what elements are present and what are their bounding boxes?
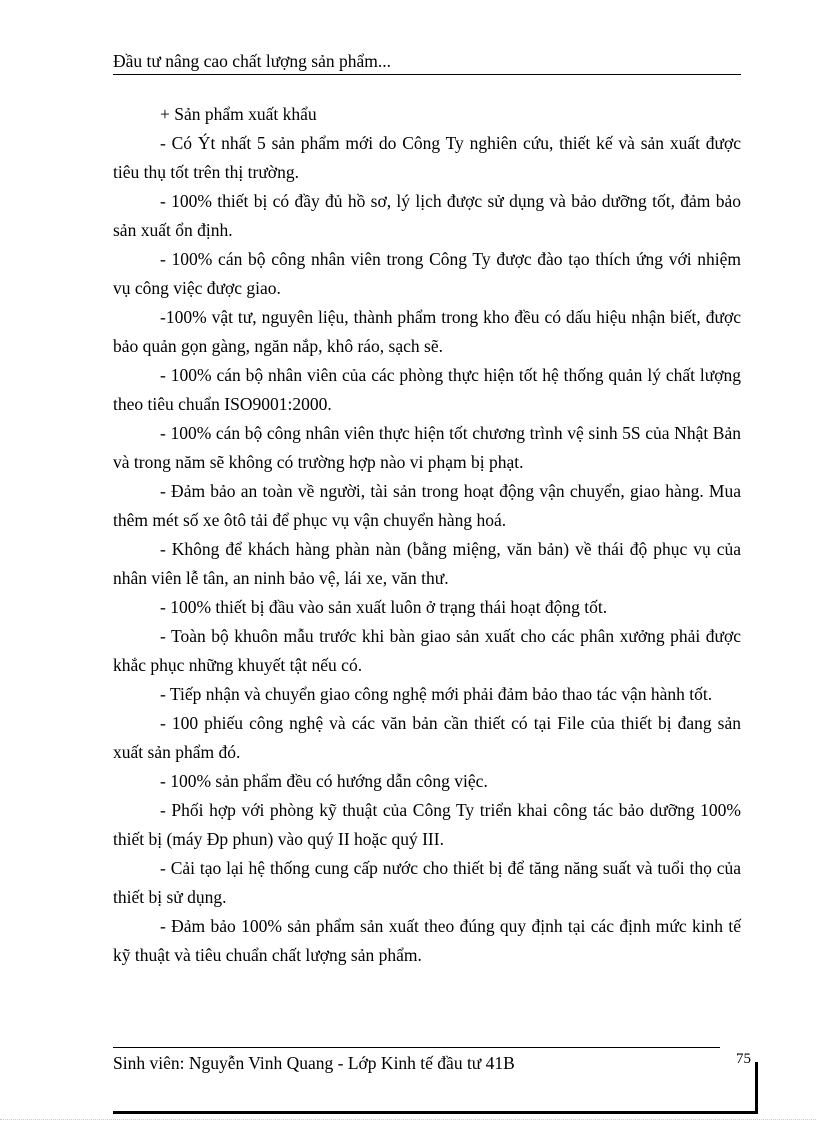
paragraph-13: - 100 phiếu công nghệ và các văn bản cần thiết có tại File của thiết bị đang sản xuất sản phẩm đó. — [113, 713, 741, 762]
paragraph-4: - 100% cán bộ công nhân viên trong Công Ty được đào tạo thích ứng với nhiệm vụ công việc được giao. — [113, 249, 741, 298]
paragraph-14: - 100% sản phẩm đều có hướng dẫn công việc. — [160, 771, 488, 791]
body-text — [113, 100, 741, 970]
page-border-shadow-right — [755, 1062, 758, 1112]
header-rule — [113, 74, 741, 75]
paragraph-15: - Phối hợp với phòng kỹ thuật của Công Ty triển khai công tác bảo dưỡng 100% thiết bị (máy Đp phun) vào quý II hoặc quý III. — [113, 800, 741, 849]
footer-rule — [113, 1047, 720, 1048]
paragraph-7: - 100% cán bộ công nhân viên thực hiện tốt chương trình vệ sinh 5S của Nhật Bản và trong năm sẽ không có trường hợp nào vi phạm bị phạt. — [113, 423, 741, 472]
paragraph-1: + Sản phẩm xuất khẩu — [160, 104, 317, 124]
paragraph-3: - 100% thiết bị có đầy đủ hồ sơ, lý lịch được sử dụng và bảo dưỡng tốt, đảm bảo sản xuất ổn định. — [113, 191, 741, 240]
paragraph-11: - Toàn bộ khuôn mẫu trước khi bàn giao sản xuất cho các phân xưởng phải được khắc phục những khuyết tật nếu có. — [113, 626, 741, 675]
paragraph-17: - Đảm bảo 100% sản phẩm sản xuất theo đúng quy định tại các định mức kinh tế kỹ thuật và tiêu chuẩn chất lượng sản phẩm. — [113, 916, 741, 965]
paragraph-10: - 100% thiết bị đầu vào sản xuất luôn ở trạng thái hoạt động tốt. — [160, 597, 608, 617]
paragraph-2: - Có Ýt nhất 5 sản phẩm mới do Công Ty nghiên cứu, thiết kế và sản xuất được tiêu thụ tốt trên thị trường. — [113, 133, 741, 182]
running-footer: Sinh viên: Nguyễn Vinh Quang - Lớp Kinh tế đầu tư 41B — [113, 1053, 515, 1073]
page-number: 75 — [736, 1051, 751, 1067]
page-edge-dotted-line — [0, 1119, 816, 1120]
paragraph-6: - 100% cán bộ nhân viên của các phòng thực hiện tốt hệ thống quản lý chất lượng theo tiêu chuẩn ISO9001:2000. — [113, 365, 741, 414]
paragraph-16: - Cải tạo lại hệ thống cung cấp nước cho thiết bị để tăng năng suất và tuổi thọ của thiết bị sử dụng. — [113, 858, 741, 907]
paragraph-12: - Tiếp nhận và chuyển giao công nghệ mới phải đảm bảo thao tác vận hành tốt. — [160, 684, 713, 704]
paragraph-5: -100% vật tư, nguyên liệu, thành phẩm trong kho đều có dấu hiệu nhận biết, được bảo quản gọn gàng, ngăn nắp, khô ráo, sạch sẽ. — [113, 307, 741, 356]
running-header: Đầu tư nâng cao chất lượng sản phẩm... — [113, 51, 392, 71]
paragraph-9: - Không để khách hàng phàn nàn (bằng miệng, văn bản) về thái độ phục vụ của nhân viên lễ tân, an ninh bảo vệ, lái xe, văn thư. — [113, 539, 741, 588]
paragraph-8: - Đảm bảo an toàn về người, tài sản trong hoạt động vận chuyển, giao hàng. Mua thêm mét số xe ôtô tải để phục vụ vận chuyển hàng hoá. — [113, 481, 741, 530]
page-border-shadow-bottom — [113, 1111, 758, 1114]
